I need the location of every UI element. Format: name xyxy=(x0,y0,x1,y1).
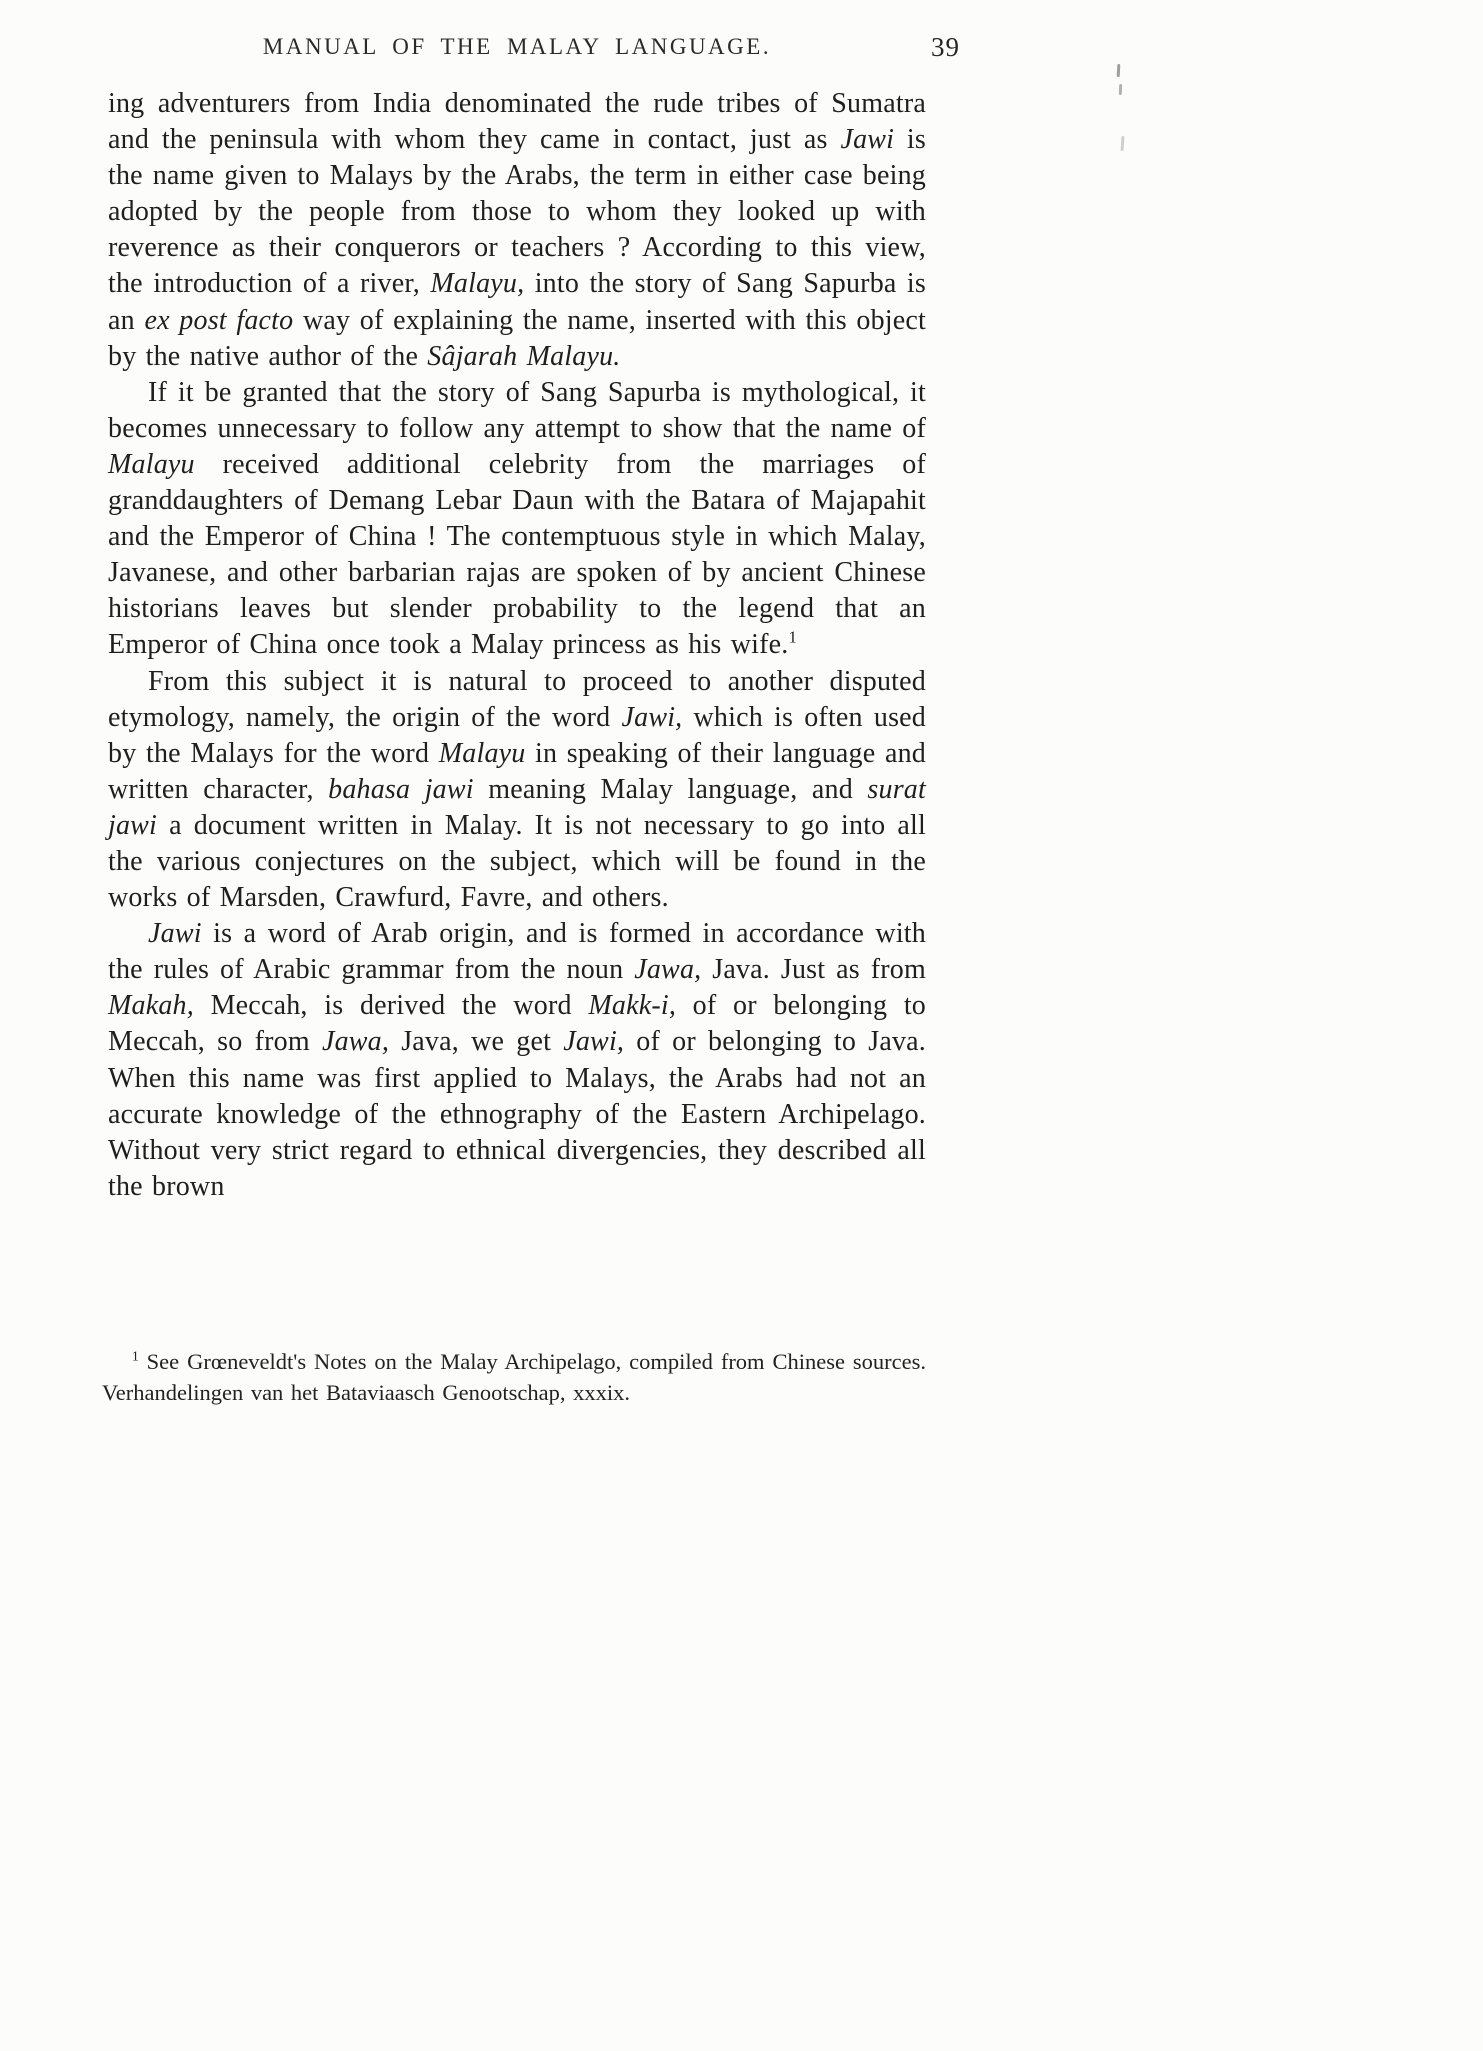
italic-text-run: Jawa, xyxy=(321,1026,390,1058)
footnote xyxy=(102,1346,926,1408)
italic-text-run: Makah, xyxy=(108,990,194,1022)
italic-text-run: Sâjarah Malayu. xyxy=(427,340,621,372)
italic-text-run: Jawi, xyxy=(621,701,683,733)
text-run: way of explaining the name, inserted with this object by the native author of the xyxy=(108,304,927,372)
text-run: If it be granted that the story of Sang Sapurba is mythological, it becomes unnecessary to follow any attempt to show that the name of xyxy=(108,376,926,444)
italic-text-run: surat jawi xyxy=(108,773,926,841)
text-run: into the story of Sang Sapurba is an xyxy=(108,268,926,336)
italic-text-run: Jawa, xyxy=(634,954,702,986)
paragraph xyxy=(108,916,926,1205)
text-run: See Grœneveldt's Notes on the Malay Archipelago, compiled from Chinese sources. Verhandelingen van het Bataviaasch Genootschap, xxxix. xyxy=(102,1349,926,1405)
text-run: ing adventurers from India denominated the rude tribes of Sumatra and the peninsula with whom they came in contact, just as xyxy=(108,88,926,156)
text-run: received additional celebrity from the marriages of granddaughters of Demang Lebar Daun with the Batara of Majapahit and the Emperor of China ! The contemptuous style in which Malay, Javanese, and other barbarian rajas are spoken of by ancient Chinese historians leaves but slender probability to the legend that an Emperor of China once took a Malay princess as his wife. xyxy=(108,448,926,661)
text-run: is a word of Arab origin, and is formed in accordance with the rules of Arabic grammar from the noun xyxy=(108,918,926,986)
paragraph xyxy=(108,664,926,917)
text-block xyxy=(108,86,926,1205)
text-run: of or belonging to Meccah, so from xyxy=(108,990,926,1058)
text-run: From this subject it is natural to proceed to another disputed etymology, namely, the origin of the word xyxy=(108,665,926,733)
paragraph xyxy=(108,375,926,664)
italic-text-run: bahasa jawi xyxy=(328,773,474,805)
text-run: meaning Malay language, and xyxy=(473,773,868,805)
italic-text-run: Makk-i, xyxy=(588,990,677,1022)
page-number: 39 xyxy=(931,32,960,62)
italic-text-run: Jawi, xyxy=(563,1026,625,1058)
running-title: MANUAL OF THE MALAY LANGUAGE. xyxy=(262,34,772,59)
italic-text-run: Jawi xyxy=(840,124,895,156)
footnote-marker: 1 xyxy=(788,628,798,648)
italic-text-run: Malayu xyxy=(108,448,195,480)
italic-text-run: Malayu xyxy=(438,737,526,769)
scan-artifact xyxy=(1120,136,1124,151)
text-run: Java. Just as from xyxy=(701,954,926,986)
paragraph xyxy=(108,86,926,375)
text-run: a document written in Malay. It is not necessary to go into all the various conjectures on the subject, which will be found in the works of Marsden, Crawfurd, Favre, and others. xyxy=(108,809,926,914)
scan-artifact xyxy=(1117,64,1121,77)
text-run: which is often used by the Malays for the word xyxy=(108,701,926,769)
italic-text-run: Jawi xyxy=(148,918,202,950)
text-run: Meccah, is derived the word xyxy=(193,990,589,1022)
scan-artifact xyxy=(1119,84,1122,95)
footnote-marker: 1 xyxy=(132,1348,139,1364)
italic-text-run: Malayu, xyxy=(430,268,525,300)
page-header xyxy=(108,32,960,68)
text-run: in speaking of their language and written character, xyxy=(108,737,926,805)
text-run: of or belonging to Java. When this name was first applied to Malays, the Arabs had not an accurate knowledge of the ethnography of the Eastern Archipelago. Without very strict regard to ethnical divergencies, they described all the brown xyxy=(108,1026,926,1202)
italic-text-run: ex post facto xyxy=(144,304,294,336)
text-run: is the name given to Malays by the Arabs, the term in either case being adopted by the people from those to whom they looked up with reverence as their conquerors or teachers ? According to this view, the introduction of a river, xyxy=(108,124,927,300)
text-run: Java, we get xyxy=(389,1026,564,1058)
